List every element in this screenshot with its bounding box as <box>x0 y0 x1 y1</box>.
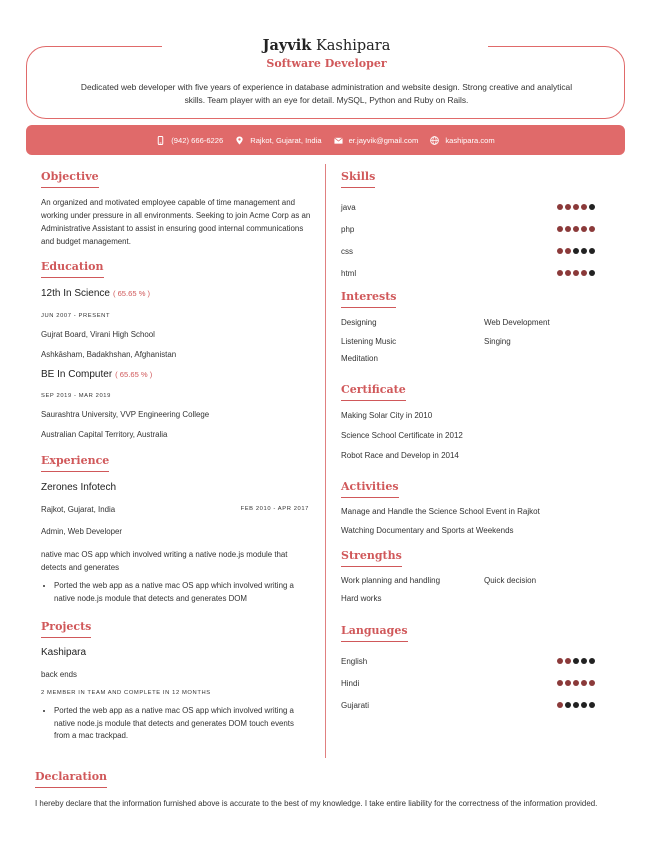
skill-name: php <box>341 225 355 234</box>
rating-dot <box>589 204 595 210</box>
languages-section <box>341 624 607 710</box>
education-dates: SEP 2019 - MAR 2019 <box>41 393 111 399</box>
skill-row <box>341 247 601 259</box>
rating-dot <box>565 702 571 708</box>
job-title: Software Developer <box>266 57 387 70</box>
section-title-certificate: Certificate <box>341 383 406 401</box>
declaration-text: I hereby declare that the information furnished above is accurate to the best of my knowledge. I take entire liability for the correctness of the information provided. <box>35 799 598 808</box>
first-name: Jayvik <box>262 37 312 54</box>
experience-description: native mac OS app which involved writing a native node.js module that detects and generates <box>41 550 288 572</box>
skill-name: html <box>341 269 357 278</box>
rating-dot <box>557 270 563 276</box>
skill-rating <box>557 226 595 232</box>
experience-role: Admin, Web Developer <box>41 527 122 536</box>
rating-dot <box>581 248 587 254</box>
language-rating <box>557 702 595 708</box>
section-title-languages: Languages <box>341 624 408 642</box>
section-title-objective: Objective <box>41 170 99 188</box>
strength-item: Quick decision <box>484 576 537 585</box>
interest-item: Web Development <box>484 318 550 327</box>
contact-location <box>235 136 321 145</box>
section-title-strengths: Strengths <box>341 549 402 567</box>
summary: Dedicated web developer with five years of experience in database administration and website design. Strong creative and analytical skills. Team player with an eye for detail. MySQL, Python and Ruby on Rails. <box>80 82 573 105</box>
rating-dot <box>573 204 579 210</box>
rating-dot <box>581 702 587 708</box>
rating-dot <box>565 204 571 210</box>
contact-phone[interactable] <box>156 136 223 145</box>
rating-dot <box>573 702 579 708</box>
experience-bullets <box>41 580 306 605</box>
section-title-education: Education <box>41 260 104 278</box>
education-item <box>41 288 150 299</box>
certificate-item: Making Solar City in 2010 <box>341 411 433 420</box>
rating-dot <box>557 248 563 254</box>
rating-dot <box>581 204 587 210</box>
activity-item: Watching Documentary and Sports at Weekends <box>341 526 514 535</box>
rating-dot <box>589 702 595 708</box>
section-title-activities: Activities <box>341 480 399 498</box>
language-name: Gujarati <box>341 701 370 710</box>
candidate-name <box>0 37 653 54</box>
experience-bullet: • Ported the web app as a native mac OS app which involved writing a native node.js module that detects and generates DOM <box>54 580 306 605</box>
rating-dot <box>573 658 579 664</box>
skill-rating <box>557 204 595 210</box>
objective-text: An organized and motivated employee capable of time management and working under pressure in all environments. Seeking to join Acme Corp as an Administrative Assistant to assist in ensuring good internal communications and budget management. <box>41 198 311 246</box>
skill-name: css <box>341 247 353 256</box>
interest-item: Listening Music <box>341 337 397 346</box>
strength-item: Work planning and handling <box>341 576 441 585</box>
language-name: Hindi <box>341 679 360 688</box>
objective-section <box>41 170 311 248</box>
column-divider <box>325 164 326 758</box>
rating-dot <box>589 248 595 254</box>
skill-row <box>341 225 601 237</box>
rating-dot <box>565 248 571 254</box>
language-rating <box>557 680 595 686</box>
rating-dot <box>557 658 563 664</box>
skills-section <box>341 170 607 278</box>
skill-rating <box>557 270 595 276</box>
declaration-section <box>35 770 107 796</box>
language-rating <box>557 658 595 664</box>
contact-email[interactable] <box>334 136 419 145</box>
globe-icon <box>430 136 439 145</box>
rating-dot <box>581 270 587 276</box>
envelope-icon <box>334 136 343 145</box>
projects-section <box>41 620 311 740</box>
section-title-skills: Skills <box>341 170 375 188</box>
education-place: Ashkāsham, Badakhshan, Afghanistan <box>41 350 177 359</box>
phone-icon <box>156 136 165 145</box>
education-section <box>41 260 311 439</box>
education-dates: JUN 2007 - PRESENT <box>41 313 111 319</box>
language-name: English <box>341 657 368 666</box>
activity-item: Manage and Handle the Science School Event in Rajkot <box>341 507 540 516</box>
email-text: er.jayvik@gmail.com <box>348 135 419 145</box>
rating-dot <box>589 680 595 686</box>
language-row <box>341 657 601 669</box>
project-bullet: • Ported the web app as a native mac OS app which involved writing a native node.js module that detects and generates DOM touch events from a mac trackpad. <box>54 705 306 743</box>
education-score: ( 65.65 % ) <box>115 370 153 379</box>
project-name: Kashipara <box>41 647 87 658</box>
education-degree: 12th In Science <box>41 288 110 299</box>
section-title-projects: Projects <box>41 620 91 638</box>
interest-item: Designing <box>341 318 377 327</box>
rating-dot <box>557 204 563 210</box>
rating-dot <box>589 658 595 664</box>
experience-section <box>41 454 311 603</box>
strengths-section <box>341 549 607 603</box>
project-sub: back ends <box>41 670 77 679</box>
rating-dot <box>581 226 587 232</box>
education-school: Gujrat Board, Virani High School <box>41 330 155 339</box>
rating-dot <box>565 658 571 664</box>
education-degree: BE In Computer <box>41 369 113 380</box>
rating-dot <box>573 680 579 686</box>
experience-location: Rajkot, Gujarat, India <box>41 505 116 514</box>
rating-dot <box>565 226 571 232</box>
skill-rating <box>557 248 595 254</box>
rating-dot <box>581 680 587 686</box>
rating-dot <box>557 702 563 708</box>
certificate-item: Science School Certificate in 2012 <box>341 431 463 440</box>
website-text: kashipara.com <box>445 135 495 145</box>
section-title-declaration: Declaration <box>35 770 107 788</box>
rating-dot <box>573 248 579 254</box>
rating-dot <box>589 270 595 276</box>
phone-text: (942) 666-6226 <box>171 135 224 145</box>
education-score: ( 65.65 % ) <box>112 289 151 298</box>
contact-bar <box>26 125 625 155</box>
interest-item: Meditation <box>341 354 378 363</box>
rating-dot <box>565 270 571 276</box>
certificate-item: Robot Race and Develop in 2014 <box>341 451 459 460</box>
certificate-section <box>341 383 607 460</box>
contact-website[interactable] <box>430 136 494 145</box>
rating-dot <box>565 680 571 686</box>
education-school: Saurashtra University, VVP Engineering College <box>41 410 210 419</box>
language-row <box>341 679 601 691</box>
language-row <box>341 701 601 713</box>
location-text: Rajkot, Gujarat, India <box>250 135 322 145</box>
interests-section <box>341 290 607 363</box>
experience-company: Zerones Infotech <box>41 482 117 493</box>
education-item <box>41 369 152 380</box>
experience-dates: FEB 2010 - APR 2017 <box>240 506 309 512</box>
rating-dot <box>573 226 579 232</box>
project-bullets <box>41 705 306 743</box>
rating-dot <box>573 270 579 276</box>
project-meta: 2 MEMBER IN TEAM AND COMPLETE IN 12 MONTHS <box>41 690 211 696</box>
strength-item: Hard works <box>341 594 382 603</box>
skill-row <box>341 203 601 215</box>
section-title-interests: Interests <box>341 290 396 308</box>
skill-name: java <box>341 203 356 212</box>
rating-dot <box>589 226 595 232</box>
skill-row <box>341 269 601 281</box>
last-name: Kashipara <box>315 38 391 54</box>
rating-dot <box>557 680 563 686</box>
rating-dot <box>581 658 587 664</box>
activities-section <box>341 480 607 535</box>
education-place: Australian Capital Territory, Australia <box>41 430 168 439</box>
rating-dot <box>557 226 563 232</box>
location-pin-icon <box>235 136 244 145</box>
section-title-experience: Experience <box>41 454 109 472</box>
interest-item: Singing <box>484 337 511 346</box>
